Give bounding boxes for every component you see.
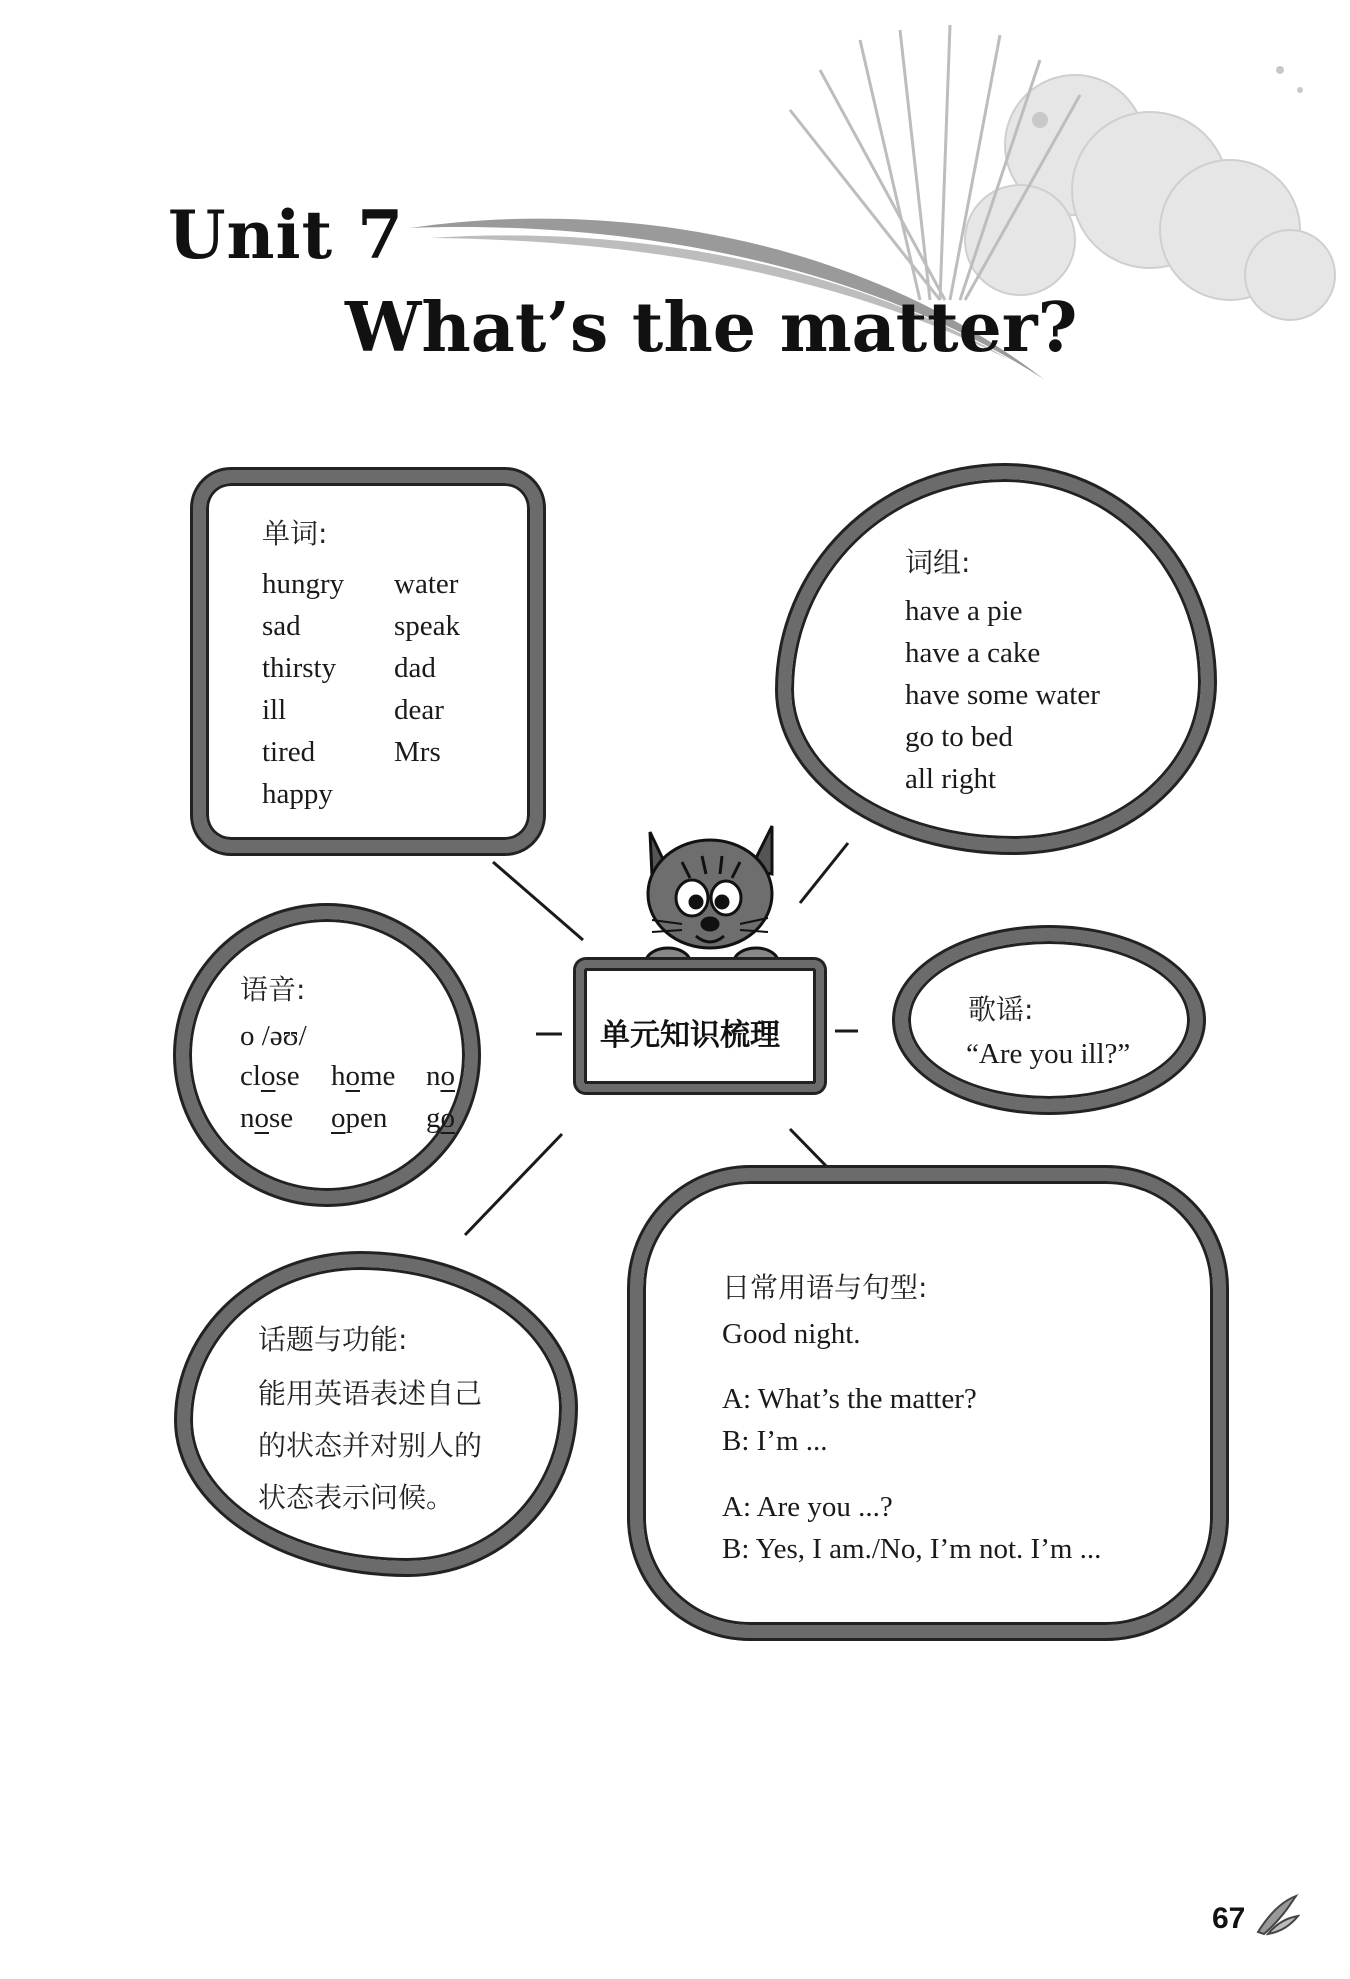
topic-text	[258, 1368, 482, 1524]
word: tired	[262, 736, 316, 768]
phrase-item: have a cake	[905, 637, 1041, 669]
topic-label: 话题与功能:	[258, 1323, 408, 1356]
phonics-word: close	[240, 1060, 300, 1092]
expression-greeting: Good night.	[722, 1318, 861, 1350]
topic-line: 能用英语表述自己	[258, 1377, 483, 1410]
phrase-item: go to bed	[905, 721, 1013, 753]
word: dear	[394, 694, 444, 726]
phrase-item: have a pie	[905, 595, 1023, 627]
leaf-icon	[1254, 1894, 1300, 1938]
cat-mascot-icon	[622, 812, 798, 980]
word: dad	[394, 652, 436, 684]
center-label: 单元知识梳理	[600, 1018, 780, 1053]
dialogue-2	[722, 1486, 1101, 1570]
phonics-box	[176, 906, 478, 1204]
expressions-label: 日常用语与句型:	[722, 1271, 928, 1304]
rhyme-label: 歌谣:	[968, 993, 1034, 1026]
vocabulary-column-1	[262, 563, 344, 815]
rhyme-title: “Are you ill?”	[966, 1038, 1131, 1070]
phonics-label: 语音:	[240, 973, 306, 1006]
page-title: What’s the matter?	[345, 288, 1078, 368]
rhyme-box	[895, 928, 1203, 1112]
word: hungry	[262, 568, 345, 600]
topic-line: 状态表示问候。	[258, 1481, 455, 1514]
dialogue-1	[722, 1378, 977, 1462]
unit-title: Unit 7	[168, 196, 405, 274]
dialogue-line: A: Are you ...?	[722, 1491, 893, 1523]
phonics-word: nose	[240, 1102, 294, 1134]
word: sad	[262, 610, 301, 642]
phrase-item: have some water	[905, 679, 1100, 711]
phonics-word: no	[426, 1060, 455, 1092]
word: ill	[262, 694, 287, 726]
vocabulary-label: 单词:	[262, 517, 328, 550]
word: happy	[262, 778, 333, 810]
vocabulary-box	[193, 470, 543, 853]
dialogue-line: B: Yes, I am./No, I’m not. I’m ...	[722, 1533, 1102, 1565]
phonics-word: open	[331, 1102, 388, 1134]
dialogue-line: B: I’m ...	[722, 1425, 828, 1457]
word: water	[394, 568, 459, 600]
phrase-item: all right	[905, 763, 997, 795]
word: thirsty	[262, 652, 337, 684]
word: Mrs	[394, 736, 441, 768]
phonics-word: go	[426, 1102, 455, 1134]
phonics-symbol: o /əʊ/	[240, 1020, 307, 1052]
phrases-label: 词组:	[905, 546, 971, 579]
phrases-list	[905, 590, 1100, 800]
topic-line: 的状态并对别人的	[258, 1429, 483, 1462]
phonics-word: home	[331, 1060, 396, 1092]
dialogue-line: A: What’s the matter?	[722, 1383, 977, 1415]
word: speak	[394, 610, 461, 642]
vocabulary-column-2	[394, 563, 460, 773]
page-number: 67	[1212, 1902, 1246, 1935]
